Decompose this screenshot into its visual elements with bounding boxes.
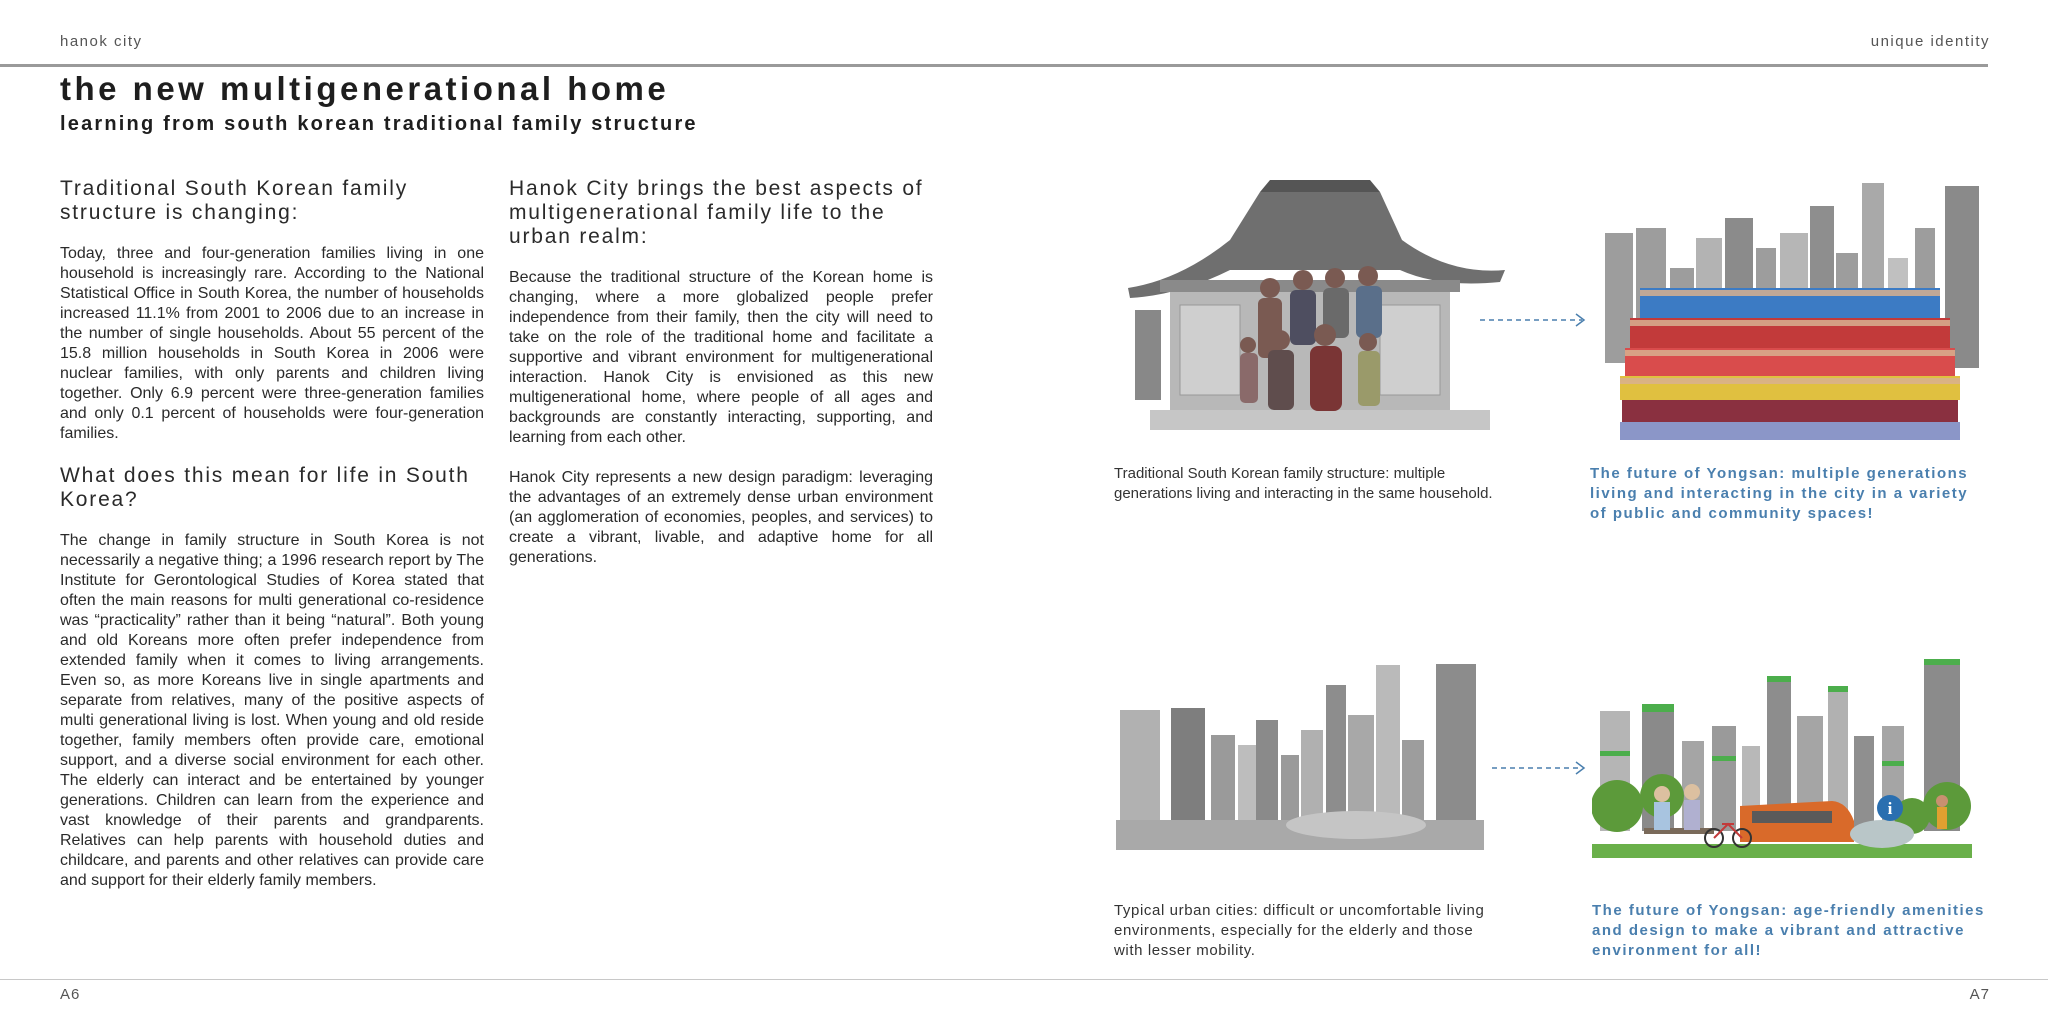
yongsan-crowd-skyline-image: [1600, 178, 1984, 446]
running-header-right: unique identity: [1870, 33, 1990, 50]
hanok-family-image: [1120, 170, 1510, 460]
running-header-left: hanok city: [60, 33, 143, 50]
paragraph-city-role: Because the traditional structure of the Korean home is changing, where a more globalized people prefer independence from their family, then the city will need to take on the role of the traditional home and facilitate a supportive and vibrant environment for multigenerational interaction. Hanok City is envisioned as this new multigenerational home, where people of all ages and backgrounds are constantly interacting, supporting, and learning from each other.: [509, 269, 933, 446]
transition-arrow-bottom: [1490, 760, 1590, 776]
paragraph-family-change: The change in family structure in South Korea is not necessarily a negative thing; a 1996 research report by The Institute for Gerontological Studies of Korea stated that often the main reasons for multi generational co-residence was “practicality” rather than it being “natural”. Both young and old Koreans more often prefer independence from extended family when it comes to living arrangements. Even so, as more Koreans live in single apartments and separate from relatives, many of the positive aspects of multi generational living is lost. When young and old reside together, family members often provide care, emotional support, and a diverse social environment for each other. The elderly can interact and be entertained by younger generations. Children can learn from the experience and vast knowledge of their parents and grandparents. Relatives can help parents with household duties and childcare, and parents and other relatives can provide care and support for their elderly family members.: [60, 532, 484, 889]
transition-arrow-top: [1478, 312, 1590, 328]
caption-typical-cities: Typical urban cities: difficult or uncomfortable living environments, especially for the elderly and those with lesser mobility.: [1114, 902, 1485, 959]
age-friendly-city-image: [1592, 656, 1972, 876]
page-number-left: A6: [60, 986, 81, 1003]
text-column-1: [60, 177, 484, 891]
caption-age-friendly: The future of Yongsan: age-friendly amenities and design to make a vibrant and attractive environment for all!: [1592, 902, 1985, 959]
section-heading-family-changing: Traditional South Korean family structure is changing:: [60, 177, 409, 224]
paragraph-household-statistics: Today, three and four-generation families living in one household is increasingly rare. According to the National Statistical Office in South Korea, the number of households increased 11.1% from 2001 to 2006 due to an increase in the number of single households. About 55 percent of the 15.8 million households in South Korea in 2006 were nuclear families, with only parents and children living together. Only 6.9 percent were three-generation families and only 0.1 percent of households were four-generation families.: [60, 245, 484, 442]
caption-traditional-family: Traditional South Korean family structure: multiple generations living and interacting in the same household.: [1114, 465, 1493, 502]
header-rule: [0, 64, 1988, 67]
page-number-right: A7: [1969, 986, 1990, 1003]
page-title: the new multigenerational home: [60, 70, 670, 107]
info-sign-glyph: i: [1887, 799, 1893, 818]
page-subtitle: learning from south korean traditional family structure: [60, 113, 698, 135]
text-column-2: [509, 177, 933, 568]
typical-city-skyline-image: [1116, 660, 1484, 860]
section-heading-hanok-city: Hanok City brings the best aspects of multigenerational family life to the urban realm:: [509, 177, 924, 248]
paragraph-design-paradigm: Hanok City represents a new design paradigm: leveraging the advantages of an extremely dense urban environment (an agglomeration of economies, peoples, and services) to create a vibrant, livable, and adaptive home for all generations.: [509, 469, 933, 566]
footer-rule: [0, 979, 2048, 980]
caption-future-generations: The future of Yongsan: multiple generations living and interacting in the city in a variety of public and community spaces!: [1590, 465, 1969, 522]
section-heading-life-meaning: What does this mean for life in South Korea?: [60, 464, 470, 511]
